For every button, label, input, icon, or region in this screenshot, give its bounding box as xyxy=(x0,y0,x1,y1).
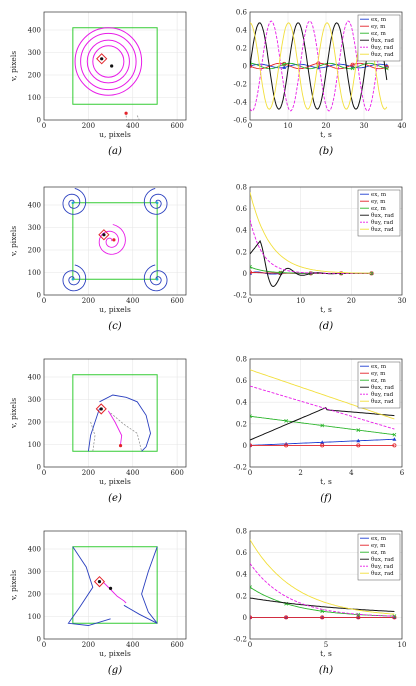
x-axis-label: u, pixels xyxy=(99,305,131,314)
panel-g xyxy=(9,531,186,676)
y-tick-label: 200 xyxy=(28,247,41,255)
x-tick-label: 0 xyxy=(42,297,46,305)
feature-point xyxy=(100,57,103,60)
projection-line xyxy=(91,422,95,451)
feature-trajectory xyxy=(63,265,86,291)
y-axis-label: v, pixels xyxy=(9,398,18,429)
y-tick-label: 0 xyxy=(243,63,247,71)
x-axis-label: u, pixels xyxy=(99,130,131,139)
legend-label: ez, m xyxy=(371,31,387,37)
legend xyxy=(358,362,400,408)
x-tick-label: 400 xyxy=(126,641,139,649)
x-tick-label: 600 xyxy=(170,122,183,130)
panel-caption: (b) xyxy=(319,146,333,157)
feature-point xyxy=(100,407,103,410)
legend-label: ex, m xyxy=(371,17,387,23)
legend-label: θuz, rad xyxy=(371,227,394,233)
x-tick-label: 600 xyxy=(170,469,183,477)
y-tick-label: 200 xyxy=(28,419,41,427)
feature-trajectory xyxy=(124,547,157,624)
x-tick-label: 2 xyxy=(298,469,302,477)
feature-trajectory xyxy=(144,265,167,291)
legend-label: θux, rad xyxy=(371,38,394,44)
legend-label: ex, m xyxy=(371,192,387,198)
legend-label: ez, m xyxy=(371,206,387,212)
y-tick-label: 0.2 xyxy=(236,420,247,428)
panel-c xyxy=(9,187,186,332)
y-axis-label: v, pixels xyxy=(9,51,18,82)
panel-caption: (f) xyxy=(320,493,332,504)
y-tick-label: 100 xyxy=(28,269,41,277)
camera-trajectory xyxy=(81,33,136,89)
feature-point xyxy=(124,112,127,115)
y-tick-label: 0.2 xyxy=(236,45,247,53)
x-tick-label: 20 xyxy=(347,297,356,305)
legend xyxy=(358,534,400,580)
y-tick-label: -0.4 xyxy=(234,99,248,107)
panel-e xyxy=(9,359,186,504)
x-tick-label: 0 xyxy=(42,122,46,130)
panel-caption: (d) xyxy=(319,321,333,332)
projection-line xyxy=(137,116,139,121)
y-tick-label: 0.4 xyxy=(236,27,248,35)
projection-line xyxy=(111,413,142,451)
y-tick-label: -0.2 xyxy=(234,464,248,472)
panel-b xyxy=(234,9,407,158)
panel-caption: (e) xyxy=(108,493,122,504)
camera-trajectory xyxy=(108,411,121,445)
target-box xyxy=(73,28,157,105)
legend-label: ey, m xyxy=(371,199,386,205)
y-tick-label: 0.4 xyxy=(236,227,248,235)
legend xyxy=(358,15,400,61)
feature-point xyxy=(119,444,122,447)
y-tick-label: 0.2 xyxy=(236,248,247,256)
y-tick-label: 0.6 xyxy=(236,377,248,385)
x-tick-label: 200 xyxy=(82,641,95,649)
feature-point xyxy=(156,201,159,204)
x-axis-label: t, s xyxy=(320,477,332,486)
camera-trajectory xyxy=(93,46,124,78)
panel-caption: (g) xyxy=(108,665,122,676)
x-axis-label: u, pixels xyxy=(99,649,131,658)
feature-point xyxy=(98,580,101,583)
legend-label: ey, m xyxy=(371,24,386,30)
x-axis-label: u, pixels xyxy=(99,477,131,486)
legend-label: θuy, rad xyxy=(371,564,394,570)
y-tick-label: 0.4 xyxy=(236,399,248,407)
x-tick-label: 20 xyxy=(322,122,331,130)
x-tick-label: 0 xyxy=(42,641,46,649)
x-tick-label: 200 xyxy=(82,122,95,130)
y-tick-label: 300 xyxy=(28,396,41,404)
legend-label: θuz, rad xyxy=(371,52,394,58)
y-tick-label: 0.6 xyxy=(236,205,248,213)
y-tick-label: 0.6 xyxy=(236,549,248,557)
y-tick-label: 100 xyxy=(28,441,41,449)
panel-a xyxy=(9,12,186,157)
panel-caption: (h) xyxy=(319,665,333,676)
x-tick-label: 0 xyxy=(248,122,252,130)
feature-trajectory xyxy=(100,395,151,451)
feature-point xyxy=(72,201,75,204)
y-tick-label: 0 xyxy=(243,442,247,450)
y-axis-label: v, pixels xyxy=(9,226,18,257)
y-tick-label: 400 xyxy=(28,27,41,35)
feature-point xyxy=(112,238,115,241)
y-tick-label: 0.8 xyxy=(236,528,247,536)
y-tick-label: 300 xyxy=(28,49,41,57)
legend-label: θuz, rad xyxy=(371,571,394,577)
x-tick-label: 40 xyxy=(398,122,407,130)
y-tick-label: 0.6 xyxy=(236,9,248,17)
series-line xyxy=(250,241,372,287)
legend-label: θux, rad xyxy=(371,385,394,391)
feature-point xyxy=(102,233,105,236)
feature-point xyxy=(72,278,75,281)
y-tick-label: 300 xyxy=(28,224,41,232)
legend-label: θuy, rad xyxy=(371,45,394,51)
x-tick-label: 0 xyxy=(248,297,252,305)
x-tick-label: 30 xyxy=(360,122,369,130)
y-tick-label: -0.2 xyxy=(234,292,248,300)
y-tick-label: 0 xyxy=(243,270,247,278)
y-tick-label: 200 xyxy=(28,591,41,599)
camera-trajectory xyxy=(87,40,129,83)
x-tick-label: 400 xyxy=(126,297,139,305)
y-tick-label: 400 xyxy=(28,546,41,554)
panel-d xyxy=(234,184,407,333)
legend-label: ez, m xyxy=(371,550,387,556)
y-tick-label: 0 xyxy=(37,636,41,644)
legend-label: θux, rad xyxy=(371,557,394,563)
y-tick-label: 0 xyxy=(37,292,41,300)
y-tick-label: 0.8 xyxy=(236,184,247,192)
x-tick-label: 10 xyxy=(398,641,407,649)
y-tick-label: 100 xyxy=(28,613,41,621)
y-tick-label: 0 xyxy=(37,117,41,125)
y-tick-label: -0.2 xyxy=(234,636,248,644)
x-tick-label: 10 xyxy=(284,122,293,130)
panel-h xyxy=(234,528,407,677)
x-tick-label: 600 xyxy=(170,641,183,649)
x-tick-label: 0 xyxy=(248,641,252,649)
x-tick-label: 5 xyxy=(324,641,328,649)
y-tick-label: 200 xyxy=(28,72,41,80)
x-tick-label: 600 xyxy=(170,297,183,305)
legend-label: θux, rad xyxy=(371,213,394,219)
y-tick-label: 400 xyxy=(28,374,41,382)
y-tick-label: 0.2 xyxy=(236,592,247,600)
y-tick-label: 300 xyxy=(28,568,41,576)
y-tick-label: 0.4 xyxy=(236,571,248,579)
x-axis-label: t, s xyxy=(320,649,332,658)
legend xyxy=(358,190,400,236)
x-tick-label: 400 xyxy=(126,122,139,130)
x-tick-label: 0 xyxy=(42,469,46,477)
legend-label: ex, m xyxy=(371,536,387,542)
x-tick-label: 30 xyxy=(398,297,407,305)
feature-trajectory xyxy=(88,409,99,452)
x-tick-label: 200 xyxy=(82,469,95,477)
feature-point xyxy=(156,278,159,281)
feature-trajectory xyxy=(63,188,86,214)
x-tick-label: 10 xyxy=(296,297,305,305)
camera-trajectory xyxy=(104,583,126,603)
legend-label: ey, m xyxy=(371,371,386,377)
feature-trajectory xyxy=(68,547,110,626)
panel-caption: (a) xyxy=(108,146,122,157)
y-tick-label: -0.2 xyxy=(234,81,248,89)
series-line xyxy=(250,219,372,273)
y-tick-label: 100 xyxy=(28,94,41,102)
y-tick-label: 0 xyxy=(243,614,247,622)
x-tick-label: 400 xyxy=(126,469,139,477)
x-tick-label: 200 xyxy=(82,297,95,305)
y-tick-label: 0.8 xyxy=(236,356,247,364)
feature-point xyxy=(109,587,112,590)
legend-label: θuz, rad xyxy=(371,399,394,405)
legend-label: ez, m xyxy=(371,378,387,384)
feature-trajectory xyxy=(144,188,167,214)
camera-trajectory xyxy=(75,28,142,96)
x-tick-label: 4 xyxy=(349,469,354,477)
x-tick-label: 6 xyxy=(400,469,405,477)
legend-label: ey, m xyxy=(371,543,386,549)
legend-label: θuy, rad xyxy=(371,220,394,226)
legend-label: ex, m xyxy=(371,364,387,370)
panel-f xyxy=(234,356,405,505)
x-axis-label: t, s xyxy=(320,130,332,139)
y-tick-label: 400 xyxy=(28,202,41,210)
x-tick-label: 0 xyxy=(248,469,252,477)
x-axis-label: t, s xyxy=(320,305,332,314)
feature-point xyxy=(110,64,113,67)
y-axis-label: v, pixels xyxy=(9,570,18,601)
y-tick-label: -0.6 xyxy=(234,117,248,125)
legend-label: θuy, rad xyxy=(371,392,394,398)
y-tick-label: 0 xyxy=(37,464,41,472)
panel-caption: (c) xyxy=(108,321,122,332)
